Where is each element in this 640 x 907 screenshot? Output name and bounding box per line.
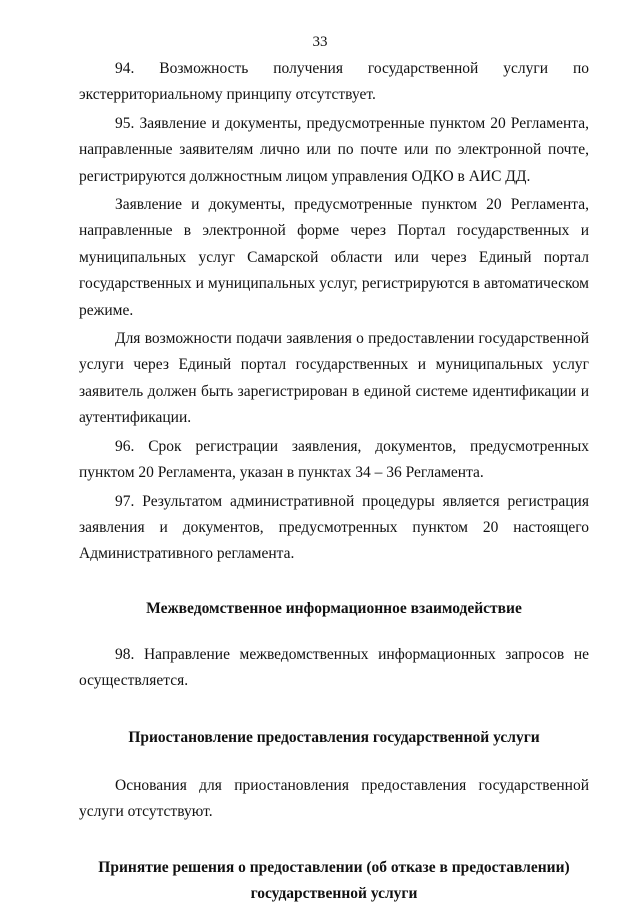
paragraph-95-electronic: Заявление и документы, предусмотренные пунктом 20 Регламента, направленные в электронной форме через Портал государственных и муниципальных услуг Самарской области или через Единый портал государственных и муниципальных услуг, регистрируются в автоматическом режиме. [79, 196, 589, 319]
paragraph-95-registration: Для возможности подачи заявления о предоставлении государственной услуги через Единый портал государственных и муниципальных услуг заявитель должен быть зарегистрирован в единой системе идентификации и аутентификации. [79, 330, 589, 427]
paragraph-95: 95. Заявление и документы, предусмотренные пунктом 20 Регламента, направленные заявителям лично или по почте или по электронной почте, регистрируются должностным лицом управления ОДКО в АИС ДД. [79, 114, 589, 185]
paragraph-97: 97. Результатом административной процедуры является регистрация заявления и документов, предусмотренных пунктом 20 настоящего Административного регламента. [79, 492, 589, 563]
page-number: 33 [312, 34, 328, 50]
paragraph-94: 94. Возможность получения государственной услуги по экстерриториальному принципу отсутствует. [79, 60, 589, 104]
paragraph-96: 96. Срок регистрации заявления, документов, предусмотренных пунктом 20 Регламента, указан в пунктах 34 – 36 Регламента. [79, 437, 589, 482]
heading-suspension: Приостановление предоставления государственной услуги [128, 728, 540, 746]
document-body [79, 56, 589, 907]
heading-decision-line2: государственной услуги [250, 885, 418, 903]
paragraph-suspension: Основания для приостановления предоставления государственной услуги отсутствуют. [79, 776, 589, 820]
heading-decision [79, 855, 589, 907]
paragraph-98: 98. Направление межведомственных информационных запросов не осуществляется. [79, 645, 589, 690]
heading-interagency: Межведомственное информационное взаимодействие [146, 599, 522, 617]
heading-decision-line1: Принятие решения о предоставлении (об отказе в предоставлении) [98, 859, 570, 877]
